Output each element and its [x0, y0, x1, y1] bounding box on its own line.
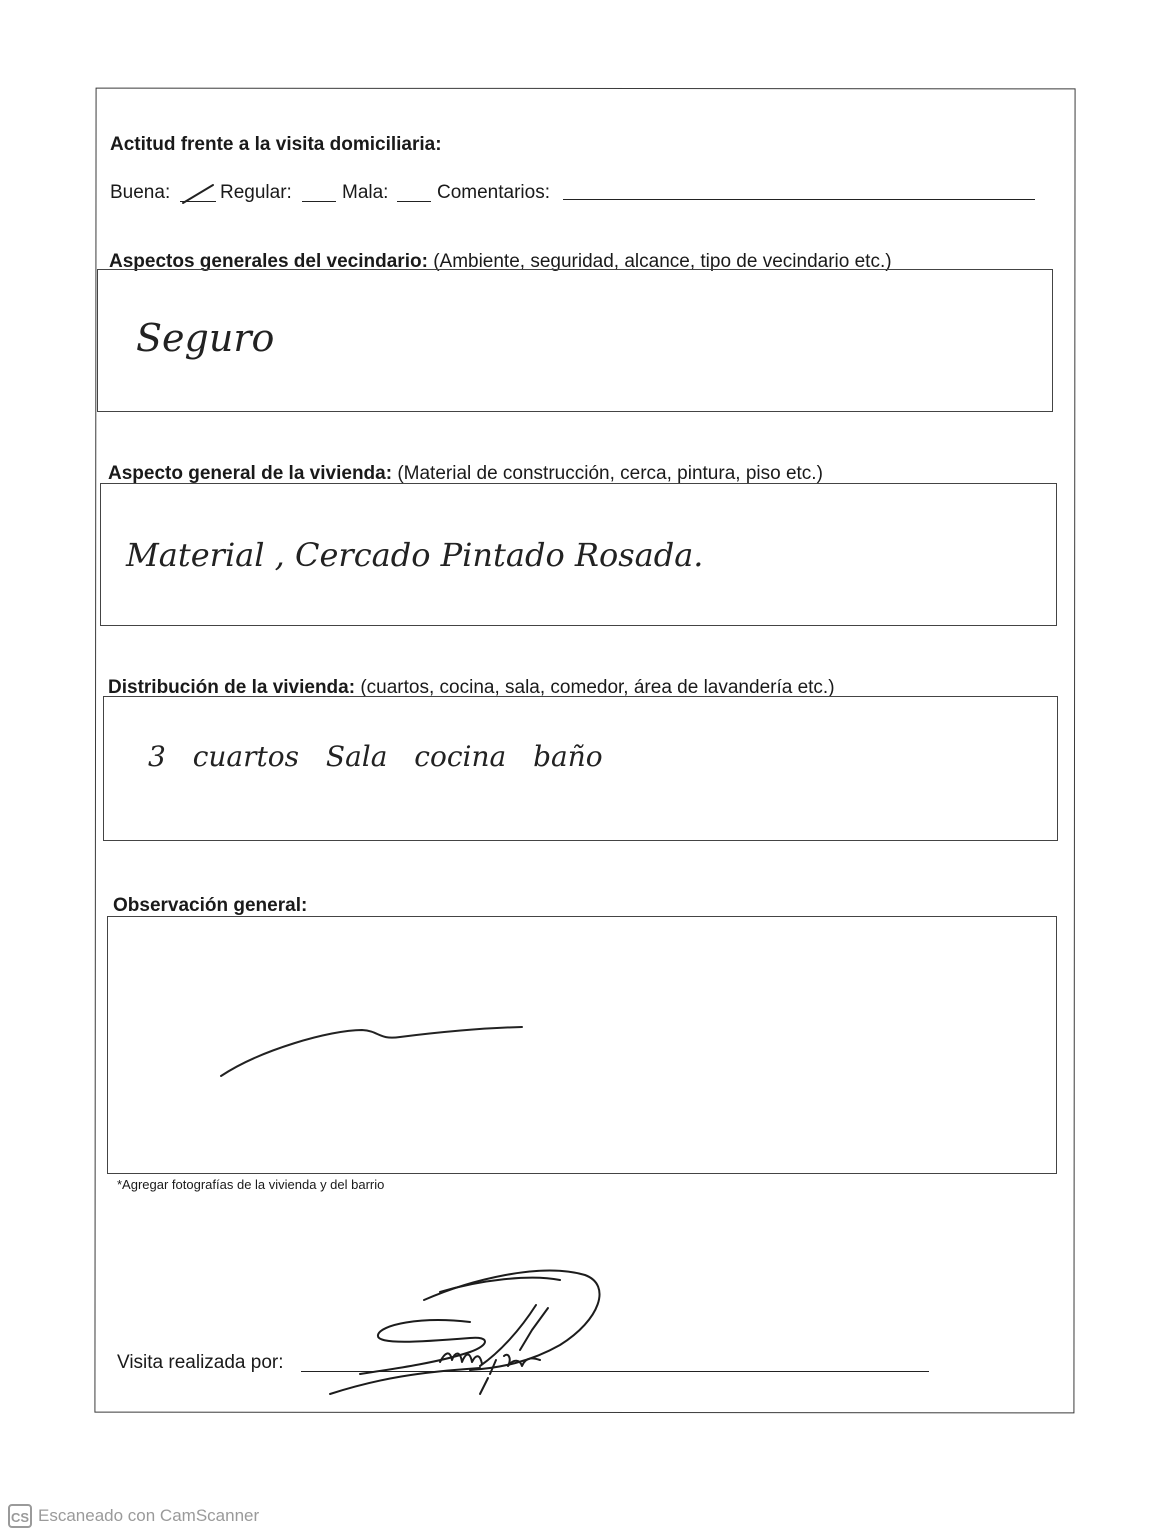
observation-footnote: *Agregar fotografías de la vivienda y del barrio [117, 1177, 385, 1192]
attitude-good-field[interactable] [180, 201, 216, 202]
observation-box[interactable] [107, 916, 1057, 1174]
distribution-hint: (cuartos, cocina, sala, comedor, área de lavandería etc.) [360, 677, 835, 698]
attitude-regular-field[interactable] [302, 201, 336, 202]
housing-aspect-handwritten: Material , Cercado Pintado Rosada. [126, 536, 704, 574]
camscanner-watermark [8, 1504, 259, 1528]
attitude-heading: Actitud frente a la visita domiciliaria: [110, 134, 442, 155]
neighborhood-handwritten: Seguro [136, 316, 275, 360]
neighborhood-hint: (Ambiente, seguridad, alcance, tipo de vecindario etc.) [433, 251, 892, 272]
observation-heading: Observación general: [113, 895, 308, 916]
housing-aspect-title [108, 463, 823, 485]
attitude-bad-field[interactable] [397, 201, 431, 202]
distribution-heading: Distribución de la vivienda: [108, 677, 356, 698]
attitude-comments-label: Comentarios: [437, 182, 550, 203]
visit-label: Visita realizada por: [117, 1352, 284, 1373]
neighborhood-heading: Aspectos generales del vecindario: [109, 251, 428, 272]
attitude-good-label: Buena: [110, 182, 171, 203]
attitude-regular-label: Regular: [220, 182, 292, 203]
visit-signature-field[interactable] [301, 1371, 929, 1372]
camscanner-logo-icon: CS [8, 1504, 32, 1528]
attitude-comments-field[interactable] [563, 199, 1035, 200]
housing-aspect-heading: Aspecto general de la vivienda: [108, 463, 393, 484]
distribution-handwritten: 3 cuartos Sala cocina baño [148, 740, 603, 773]
housing-aspect-hint: (Material de construcción, cerca, pintura, piso etc.) [397, 463, 823, 484]
camscanner-text: Escaneado con CamScanner [38, 1506, 260, 1525]
attitude-bad-label: Mala: [342, 182, 389, 203]
